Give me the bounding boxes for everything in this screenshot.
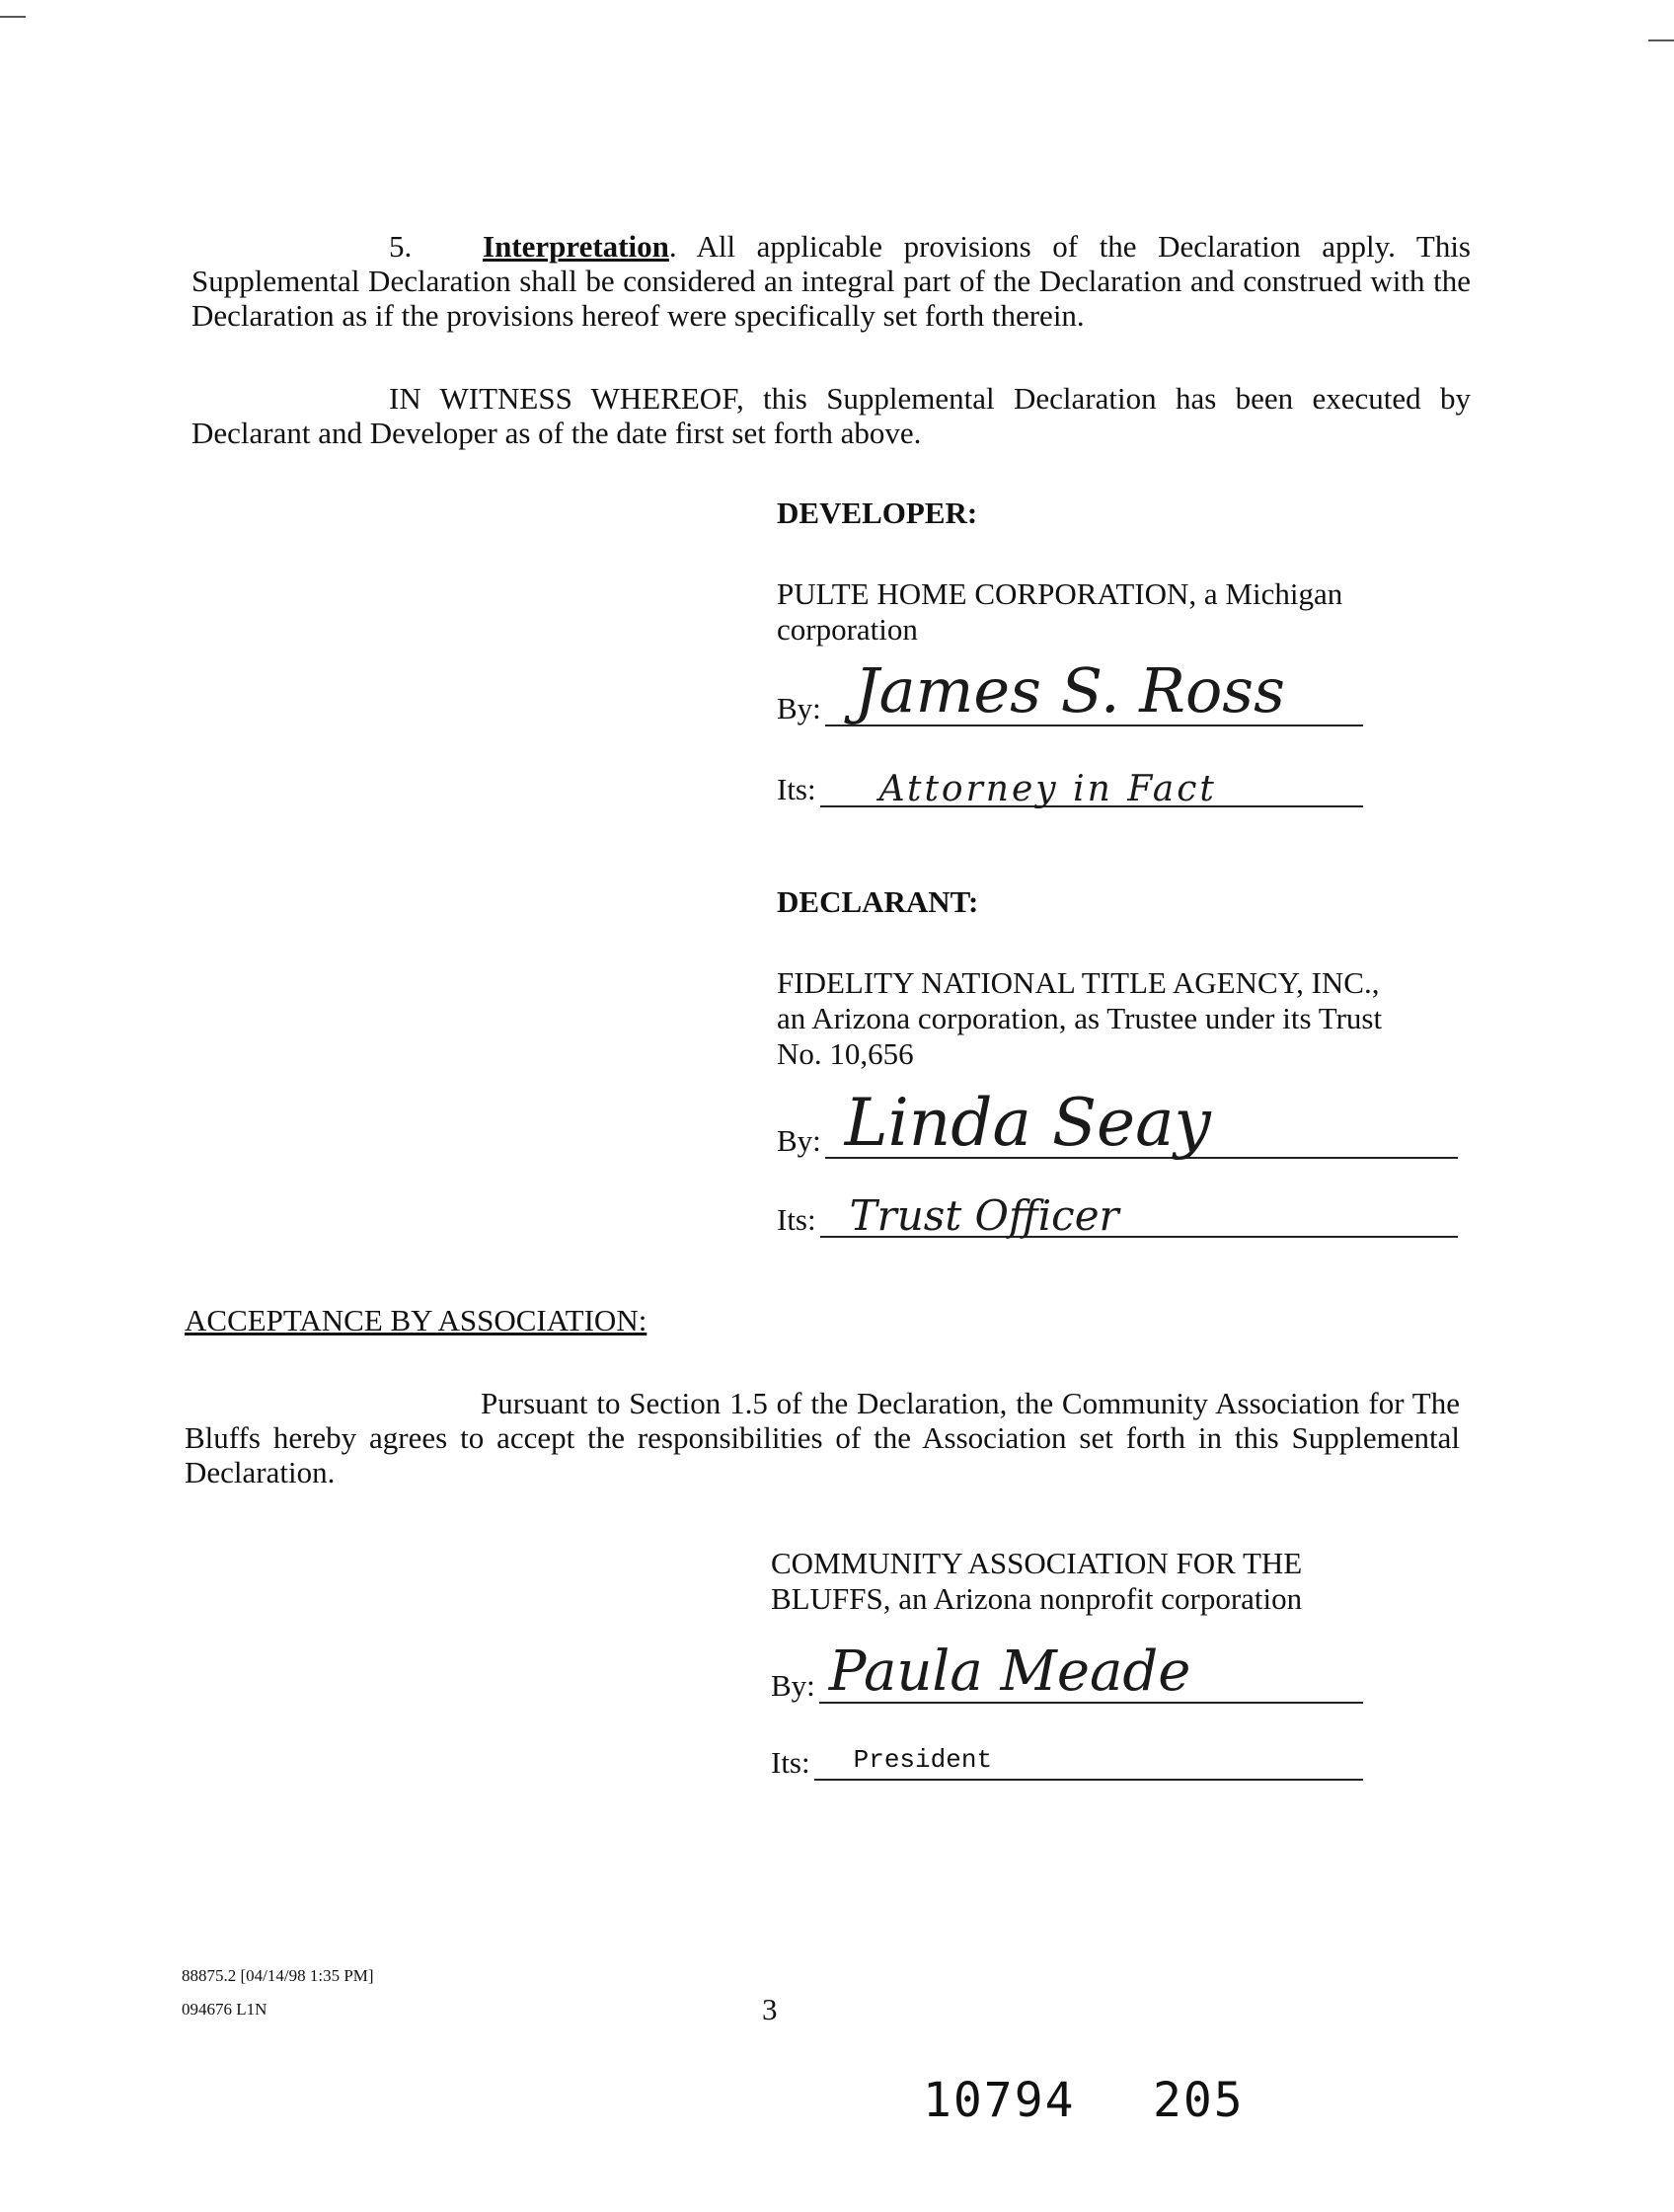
association-entity-line2: BLUFFS, an Arizona nonprofit corporation [771,1581,1303,1616]
association-its-line [771,1745,1363,1781]
declarant-by-line [777,1085,1458,1161]
declarant-entity-line1: FIDELITY NATIONAL TITLE AGENCY, INC., [777,965,1380,1000]
section-text: . All applicable provisions of the Declaration apply. This Supplemental Declaration shall be considered an integral part of the Declaration and construed with the Declaration as if the provisions hereof were specifically set forth therein. [191,229,1471,333]
witness-text: IN WITNESS WHEREOF, this Supplemental Declaration has been executed by Declarant and Developer as of the date first set forth above. [191,381,1471,450]
doc-reference-1: 88875.2 [04/14/98 1:35 PM] [182,1966,374,1985]
association-entity [771,1546,1302,1617]
declarant-its-line [777,1191,1458,1240]
association-its-rule [814,1747,1363,1781]
declarant-by-label: By: [777,1123,821,1158]
witness-paragraph [191,381,1471,450]
declarant-by-rule [825,1085,1458,1161]
developer-by-line [777,654,1363,726]
page-number: 3 [762,1992,778,2026]
association-by-label: By: [771,1668,815,1703]
developer-entity [777,576,1342,648]
recording-stamp-book: 10794 [923,2073,1076,2128]
scan-mark-left [0,16,26,18]
declarant-its-rule [820,1191,1458,1240]
section-5-paragraph [191,229,1471,333]
association-by-line [771,1640,1363,1704]
association-signature: Paula Meade [828,1640,1191,1704]
declarant-its-label: Its: [777,1202,816,1237]
developer-its-rule [820,769,1363,809]
declarant-title-handwritten: Trust Officer [849,1191,1119,1240]
developer-by-label: By: [777,691,821,725]
developer-entity-line1: PULTE HOME CORPORATION, a Michigan [777,576,1343,611]
developer-signature: James S. Ross [854,654,1285,726]
doc-reference-2: 094676 L1N [182,2000,267,2019]
developer-by-rule [825,654,1363,726]
association-its-label: Its: [771,1745,810,1780]
declarant-heading: DECLARANT: [777,884,979,919]
acceptance-text: Pursuant to Section 1.5 of the Declaration, the Community Association for The Bluffs hereby agrees to accept the responsibilities of the Association set forth in this Supplemental Declaration. [185,1386,1460,1489]
recording-stamp-page: 205 [1153,2073,1245,2128]
developer-title-handwritten: Attorney in Fact [878,769,1217,809]
association-title-typed: President [853,1745,993,1775]
acceptance-paragraph [185,1386,1460,1489]
acceptance-heading: ACCEPTANCE BY ASSOCIATION: [185,1303,647,1337]
developer-its-label: Its: [777,772,816,806]
section-number: 5. [389,229,413,264]
scan-mark-right [1648,39,1674,41]
declarant-entity [777,965,1382,1072]
declarant-entity-line3: No. 10,656 [777,1036,914,1071]
declarant-entity-line2: an Arizona corporation, as Trustee under its Trust [777,1001,1383,1035]
association-by-rule [819,1640,1363,1704]
section-heading: Interpretation [483,229,669,264]
developer-entity-line2: corporation [777,612,918,647]
association-entity-line1: COMMUNITY ASSOCIATION FOR THE [771,1546,1303,1580]
developer-its-line [777,769,1363,809]
declarant-signature: Linda Seay [844,1085,1211,1161]
developer-heading: DEVELOPER: [777,496,978,530]
